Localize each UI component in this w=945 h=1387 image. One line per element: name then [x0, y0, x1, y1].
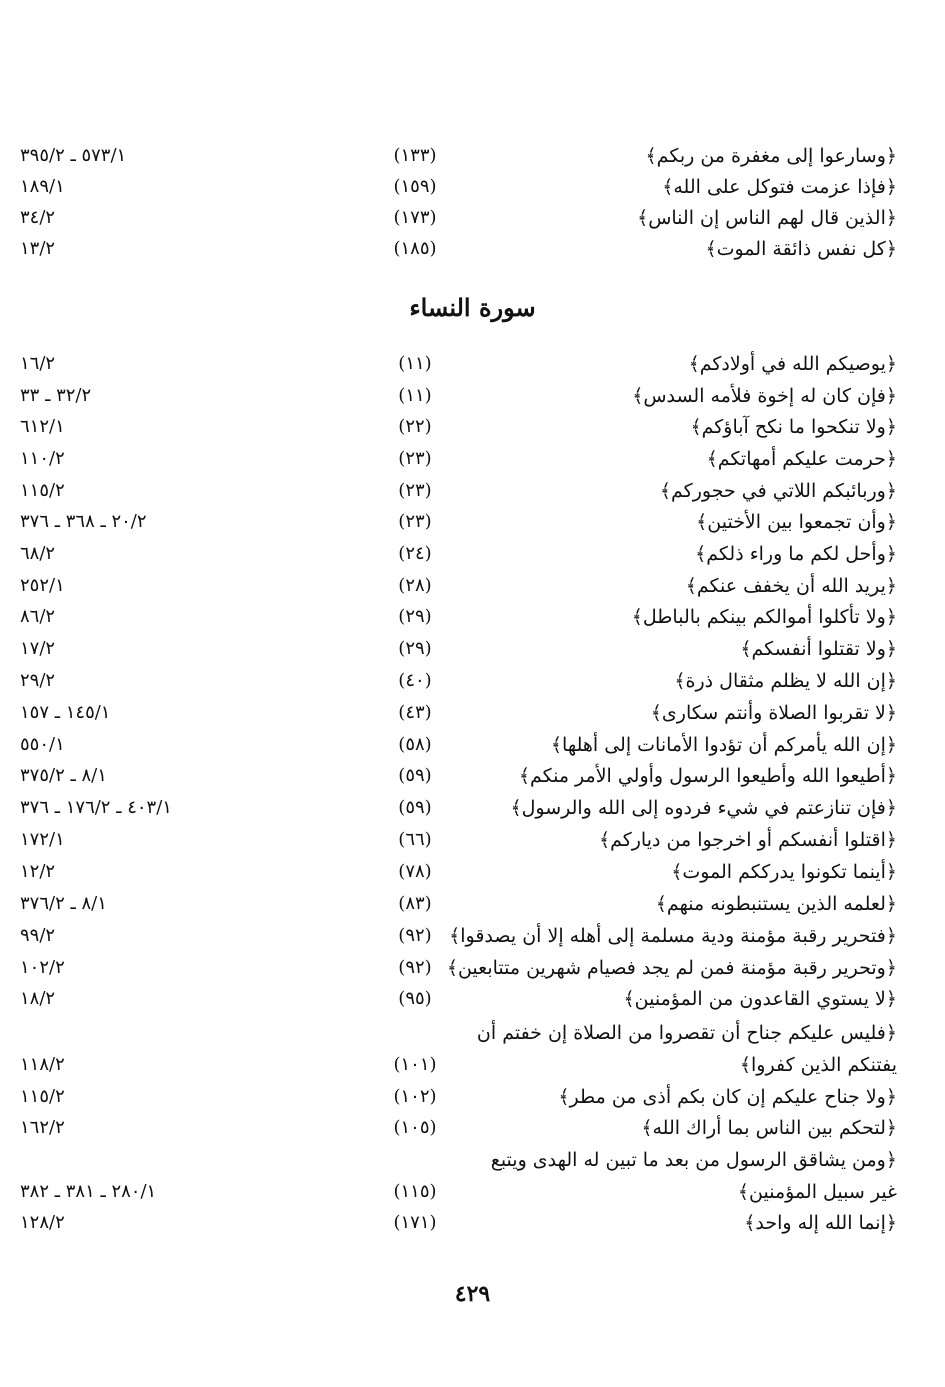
verse-number: (١٧١)	[393, 1212, 437, 1233]
verse-text: ﴿وأحل لكم ما وراء ذلكم﴾	[695, 543, 897, 565]
verse-number: (١١٥)	[393, 1181, 437, 1202]
page-reference: ١٦٢/٢	[20, 1117, 65, 1138]
page-reference: ١٤٥/١ ـ ١٥٧	[20, 702, 111, 723]
index-row	[0, 760, 945, 792]
index-row	[0, 665, 945, 697]
verse-number: (١٠١)	[393, 1054, 437, 1075]
verse-number: (١٥٩)	[393, 176, 437, 197]
verse-text: ﴿أطيعوا الله وأطيعوا الرسول وأولي الأمر منكم﴾	[518, 765, 897, 787]
page-reference: ٣٤/٢	[20, 207, 56, 228]
verse-number: (١٨٥)	[393, 238, 437, 259]
index-row	[0, 1017, 945, 1049]
verse-text: ﴿فإذا عزمت فتوكل على الله﴾	[662, 176, 897, 198]
verse-text: غير سبيل المؤمنين﴾	[737, 1181, 897, 1203]
index-row	[0, 1207, 945, 1239]
verse-text: ﴿وأن تجمعوا بين الأختين﴾	[696, 511, 897, 533]
page-reference: ٨٦/٢	[20, 606, 56, 627]
page-reference: ١١٠/٢	[20, 448, 65, 469]
index-row	[0, 348, 945, 380]
index-row	[0, 1176, 945, 1208]
verse-number: (١٠٢)	[393, 1086, 437, 1107]
verse-text: ﴿يريد الله أن يخفف عنكم﴾	[685, 575, 897, 597]
surah-heading: سورة النساء	[409, 293, 536, 322]
verse-number: (٩٥)	[398, 988, 432, 1009]
verse-text: ﴿ولا تأكلوا أموالكم بينكم بالباطل﴾	[631, 606, 897, 628]
verse-text: ﴿الذين قال لهم الناس إن الناس﴾	[637, 207, 897, 229]
verse-number: (١٧٣)	[393, 207, 437, 228]
page-reference: ٦٨/٢	[20, 543, 56, 564]
verse-text: ﴿فإن تنازعتم في شيء فردوه إلى الله والرسول﴾	[510, 797, 897, 819]
page-reference: ١٢/٢	[20, 861, 56, 882]
verse-number: (٤٠)	[398, 670, 432, 691]
index-row	[0, 856, 945, 888]
verse-text: ﴿حرمت عليكم أمهاتكم﴾	[706, 448, 897, 470]
page-number: ٤٢٩	[454, 1281, 491, 1307]
verse-number: (٦٦)	[398, 829, 432, 850]
page-reference: ١٨٩/١	[20, 176, 65, 197]
index-row	[0, 475, 945, 507]
verse-number: (٥٩)	[398, 765, 432, 786]
verse-text: ﴿إن الله لا يظلم مثقال ذرة﴾	[674, 670, 897, 692]
page-reference: ١٦/٢	[20, 353, 56, 374]
index-row	[0, 888, 945, 920]
verse-text: ﴿اقتلوا أنفسكم أو اخرجوا من دياركم﴾	[598, 829, 897, 851]
page-reference: ٢٩/٢	[20, 670, 56, 691]
page-reference: ١١٥/٢	[20, 480, 65, 501]
index-row	[0, 920, 945, 952]
index-row	[0, 538, 945, 570]
verse-number: (٢٨)	[398, 575, 432, 596]
page-reference: ١٣/٢	[20, 238, 56, 259]
page-reference: ١٧٢/١	[20, 829, 65, 850]
index-row	[0, 1049, 945, 1081]
verse-text: يفتنكم الذين كفروا﴾	[739, 1054, 897, 1076]
verse-text: ﴿إنما الله إله واحد﴾	[744, 1212, 897, 1234]
verse-number: (٥٨)	[398, 734, 432, 755]
index-row	[0, 792, 945, 824]
verse-text: ﴿أينما تكونوا يدرككم الموت﴾	[671, 861, 897, 883]
page-reference: ١١٨/٢	[20, 1054, 65, 1075]
verse-text: ﴿لا يستوي القاعدون من المؤمنين﴾	[623, 988, 897, 1010]
page-reference: ٦١٢/١	[20, 416, 65, 437]
verse-text: ﴿وتحرير رقبة مؤمنة فمن لم يجد فصيام شهرين متتابعين﴾	[446, 957, 897, 979]
verse-text: ﴿فليس عليكم جناح أن تقصروا من الصلاة إن خفتم أن	[476, 1022, 897, 1044]
verse-number: (٢٤)	[398, 543, 432, 564]
verse-number: (٢٣)	[398, 480, 432, 501]
page-reference: ٥٧٣/١ ـ ٣٩٥/٢	[20, 145, 127, 166]
verse-number: (٤٣)	[398, 702, 432, 723]
index-row	[0, 443, 945, 475]
verse-text: ﴿ومن يشاقق الرسول من بعد ما تبين له الهدى ويتبع	[490, 1149, 897, 1171]
index-row	[0, 140, 945, 172]
verse-text: ﴿لتحكم بين الناس بما أراك الله﴾	[641, 1117, 897, 1139]
page-reference: ١٧/٢	[20, 638, 56, 659]
verse-text: ﴿وسارعوا إلى مغفرة من ربكم﴾	[645, 145, 897, 167]
index-row	[0, 729, 945, 761]
index-row	[0, 983, 945, 1015]
index-row	[0, 202, 945, 234]
page-reference: ٢٠/٢ ـ ٣٦٨ ـ ٣٧٦	[20, 511, 147, 532]
verse-number: (٧٨)	[398, 861, 432, 882]
index-row	[0, 1081, 945, 1113]
index-row	[0, 506, 945, 538]
page-reference: ٩٩/٢	[20, 925, 56, 946]
verse-text: ﴿لا تقربوا الصلاة وأنتم سكارى﴾	[650, 702, 897, 724]
verse-number: (١٠٥)	[393, 1117, 437, 1138]
index-row	[0, 411, 945, 443]
verse-text: ﴿ولا تقتلوا أنفسكم﴾	[740, 638, 897, 660]
verse-text: ﴿ولا تنكحوا ما نكح آباؤكم﴾	[690, 416, 897, 438]
verse-number: (١١)	[398, 385, 432, 406]
index-row	[0, 570, 945, 602]
verse-text: ﴿ولا جناح عليكم إن كان بكم أذى من مطر﴾	[558, 1086, 897, 1108]
page-reference: ٨/١ ـ ٣٧٥/٢	[20, 765, 107, 786]
index-row	[0, 697, 945, 729]
verse-number: (٢٣)	[398, 511, 432, 532]
verse-text: ﴿فتحرير رقبة مؤمنة ودية مسلمة إلى أهله إلا أن يصدقوا﴾	[449, 925, 897, 947]
page-reference: ١٠٢/٢	[20, 957, 65, 978]
index-row	[0, 633, 945, 665]
page-reference: ١٢٨/٢	[20, 1212, 65, 1233]
index-row	[0, 233, 945, 265]
verse-text: ﴿لعلمه الذين يستنبطونه منهم﴾	[655, 893, 897, 915]
index-row	[0, 952, 945, 984]
index-row	[0, 824, 945, 856]
page-reference: ٤٠٣/١ ـ ١٧٦/٢ ـ ٣٧٦	[20, 797, 172, 818]
index-row	[0, 601, 945, 633]
index-row	[0, 171, 945, 203]
page-reference: ٢٨٠/١ ـ ٣٨١ ـ ٣٨٢	[20, 1181, 157, 1202]
index-row	[0, 1112, 945, 1144]
verse-number: (٢٩)	[398, 638, 432, 659]
page-reference: ٥٥٠/١	[20, 734, 65, 755]
verse-number: (٥٩)	[398, 797, 432, 818]
verse-number: (٩٢)	[398, 957, 432, 978]
verse-text: ﴿كل نفس ذائقة الموت﴾	[705, 238, 897, 260]
verse-number: (١٣٣)	[393, 145, 437, 166]
verse-text: ﴿يوصيكم الله في أولادكم﴾	[688, 353, 897, 375]
index-row	[0, 380, 945, 412]
page-reference: ٨/١ ـ ٣٧٦/٢	[20, 893, 107, 914]
verse-number: (٢٢)	[398, 416, 432, 437]
index-row	[0, 1144, 945, 1176]
page-reference: ١٨/٢	[20, 988, 56, 1009]
verse-text: ﴿وربائبكم اللاتي في حجوركم﴾	[659, 480, 897, 502]
verse-number: (١١)	[398, 353, 432, 374]
verse-text: ﴿فإن كان له إخوة فلأمه السدس﴾	[632, 385, 897, 407]
page-reference: ٢٥٢/١	[20, 575, 65, 596]
verse-number: (٨٣)	[398, 893, 432, 914]
verse-number: (٢٣)	[398, 448, 432, 469]
page-reference: ١١٥/٢	[20, 1086, 65, 1107]
verse-number: (٢٩)	[398, 606, 432, 627]
verse-number: (٩٢)	[398, 925, 432, 946]
page-reference: ٣٢/٢ ـ ٣٣	[20, 385, 92, 406]
verse-text: ﴿إن الله يأمركم أن تؤدوا الأمانات إلى أهلها﴾	[550, 734, 897, 756]
